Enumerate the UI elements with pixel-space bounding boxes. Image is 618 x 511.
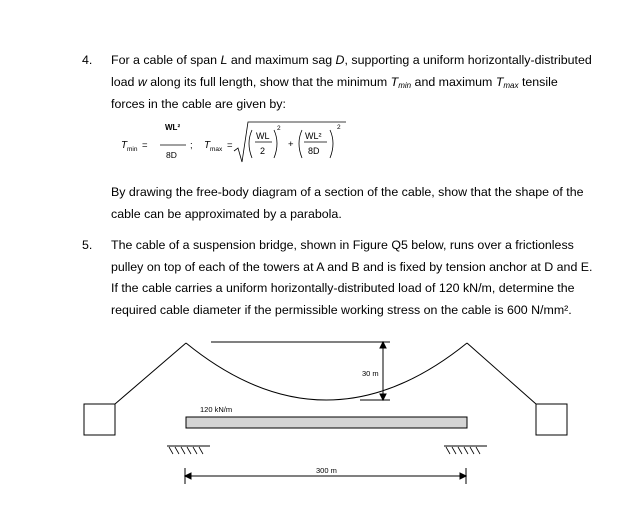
inner1-denominator: 2 [260,146,266,156]
var-D: D [335,53,345,67]
load-label: 120 kN/m [200,405,233,414]
inner2-denominator: 8D [308,146,320,156]
anchor-box-left [84,404,115,435]
text-run: tensile [518,74,558,89]
question-4-line-2 [111,72,616,95]
text-run: For a cable of span [111,53,221,67]
question-4-text [111,50,616,116]
span-arrow-right [460,473,466,479]
support-left-hatch [169,447,203,454]
tmin-label: T [121,140,128,151]
equals-1: = [142,140,148,151]
exponent-1: 2 [277,125,281,132]
tmin-sub: min [127,146,138,153]
question-4-part-2-line-2: cable can be approximated by a parabola. [111,206,342,221]
var-w: w [137,74,147,89]
question-5-text [111,235,616,321]
paren-right-2 [330,130,333,158]
question-4-line-1 [111,50,616,72]
question-4-part-2-text [111,182,616,225]
question-5-line-4: required cable diameter if the permissible working stress on the cable is 600 N/mm². [111,302,572,317]
text-run: load [111,74,138,89]
paren-left-1 [249,130,252,158]
anchor-box-right [536,404,567,435]
sag-arrow-bottom [380,394,386,400]
question-5-line-2: pulley on top of each of the towers at A and B and is fixed by tension anchor at D and E. [111,259,593,274]
var-tmin: T [390,74,399,89]
var-tmax: T [495,74,504,89]
figure-q5 [0,328,618,511]
tension-formula [110,118,370,168]
question-5-line-1: The cable of a suspension bridge, shown in Figure Q5 below, runs over a frictionless [111,238,574,252]
span-label: 300 m [316,466,337,475]
formula-svg [110,118,370,168]
var-L: L [220,53,228,67]
text-run: and maximum sag [227,53,336,67]
equals-2: = [227,140,233,151]
tmax-label: T [204,140,211,151]
question-5-number: 5. [82,238,93,252]
sag-label: 30 m [362,369,379,378]
inner2-numerator: WL² [305,131,322,141]
frac1-denominator: 8D [166,150,177,160]
question-4-part-2-line-1: By drawing the free-body diagram of a section of the cable, show that the shape of the [111,185,584,199]
question-4-number: 4. [82,53,93,67]
var-tmin-sub: min [398,80,412,90]
text-run: and maximum [411,74,496,89]
question-5-line-3: If the cable carries a uniform horizontally-distributed load of 120 kN/m, determine the [111,281,575,295]
text-run: , supporting a uniform horizontally-distributed [344,53,592,67]
inner1-numerator: WL [256,131,270,141]
tmax-sub: max [210,146,223,153]
main-cable [186,343,467,400]
support-right-hatch [446,447,480,454]
paren-left-2 [299,130,302,158]
backstay-right [467,343,536,404]
sag-arrow-top [380,342,386,348]
question-4-line-3: forces in the cable are given by: [111,97,286,111]
paren-right-1 [274,130,277,158]
bridge-diagram [0,328,618,506]
frac1-numerator: WL² [165,123,181,132]
semicolon: ; [190,140,193,151]
exponent-2: 2 [337,124,341,131]
plus: + [288,139,294,150]
var-tmax-sub: max [503,80,519,90]
bridge-deck [186,417,467,428]
text-run: along its full length, show that the minimum [146,74,391,89]
span-arrow-left [185,473,191,479]
backstay-left [115,343,186,404]
